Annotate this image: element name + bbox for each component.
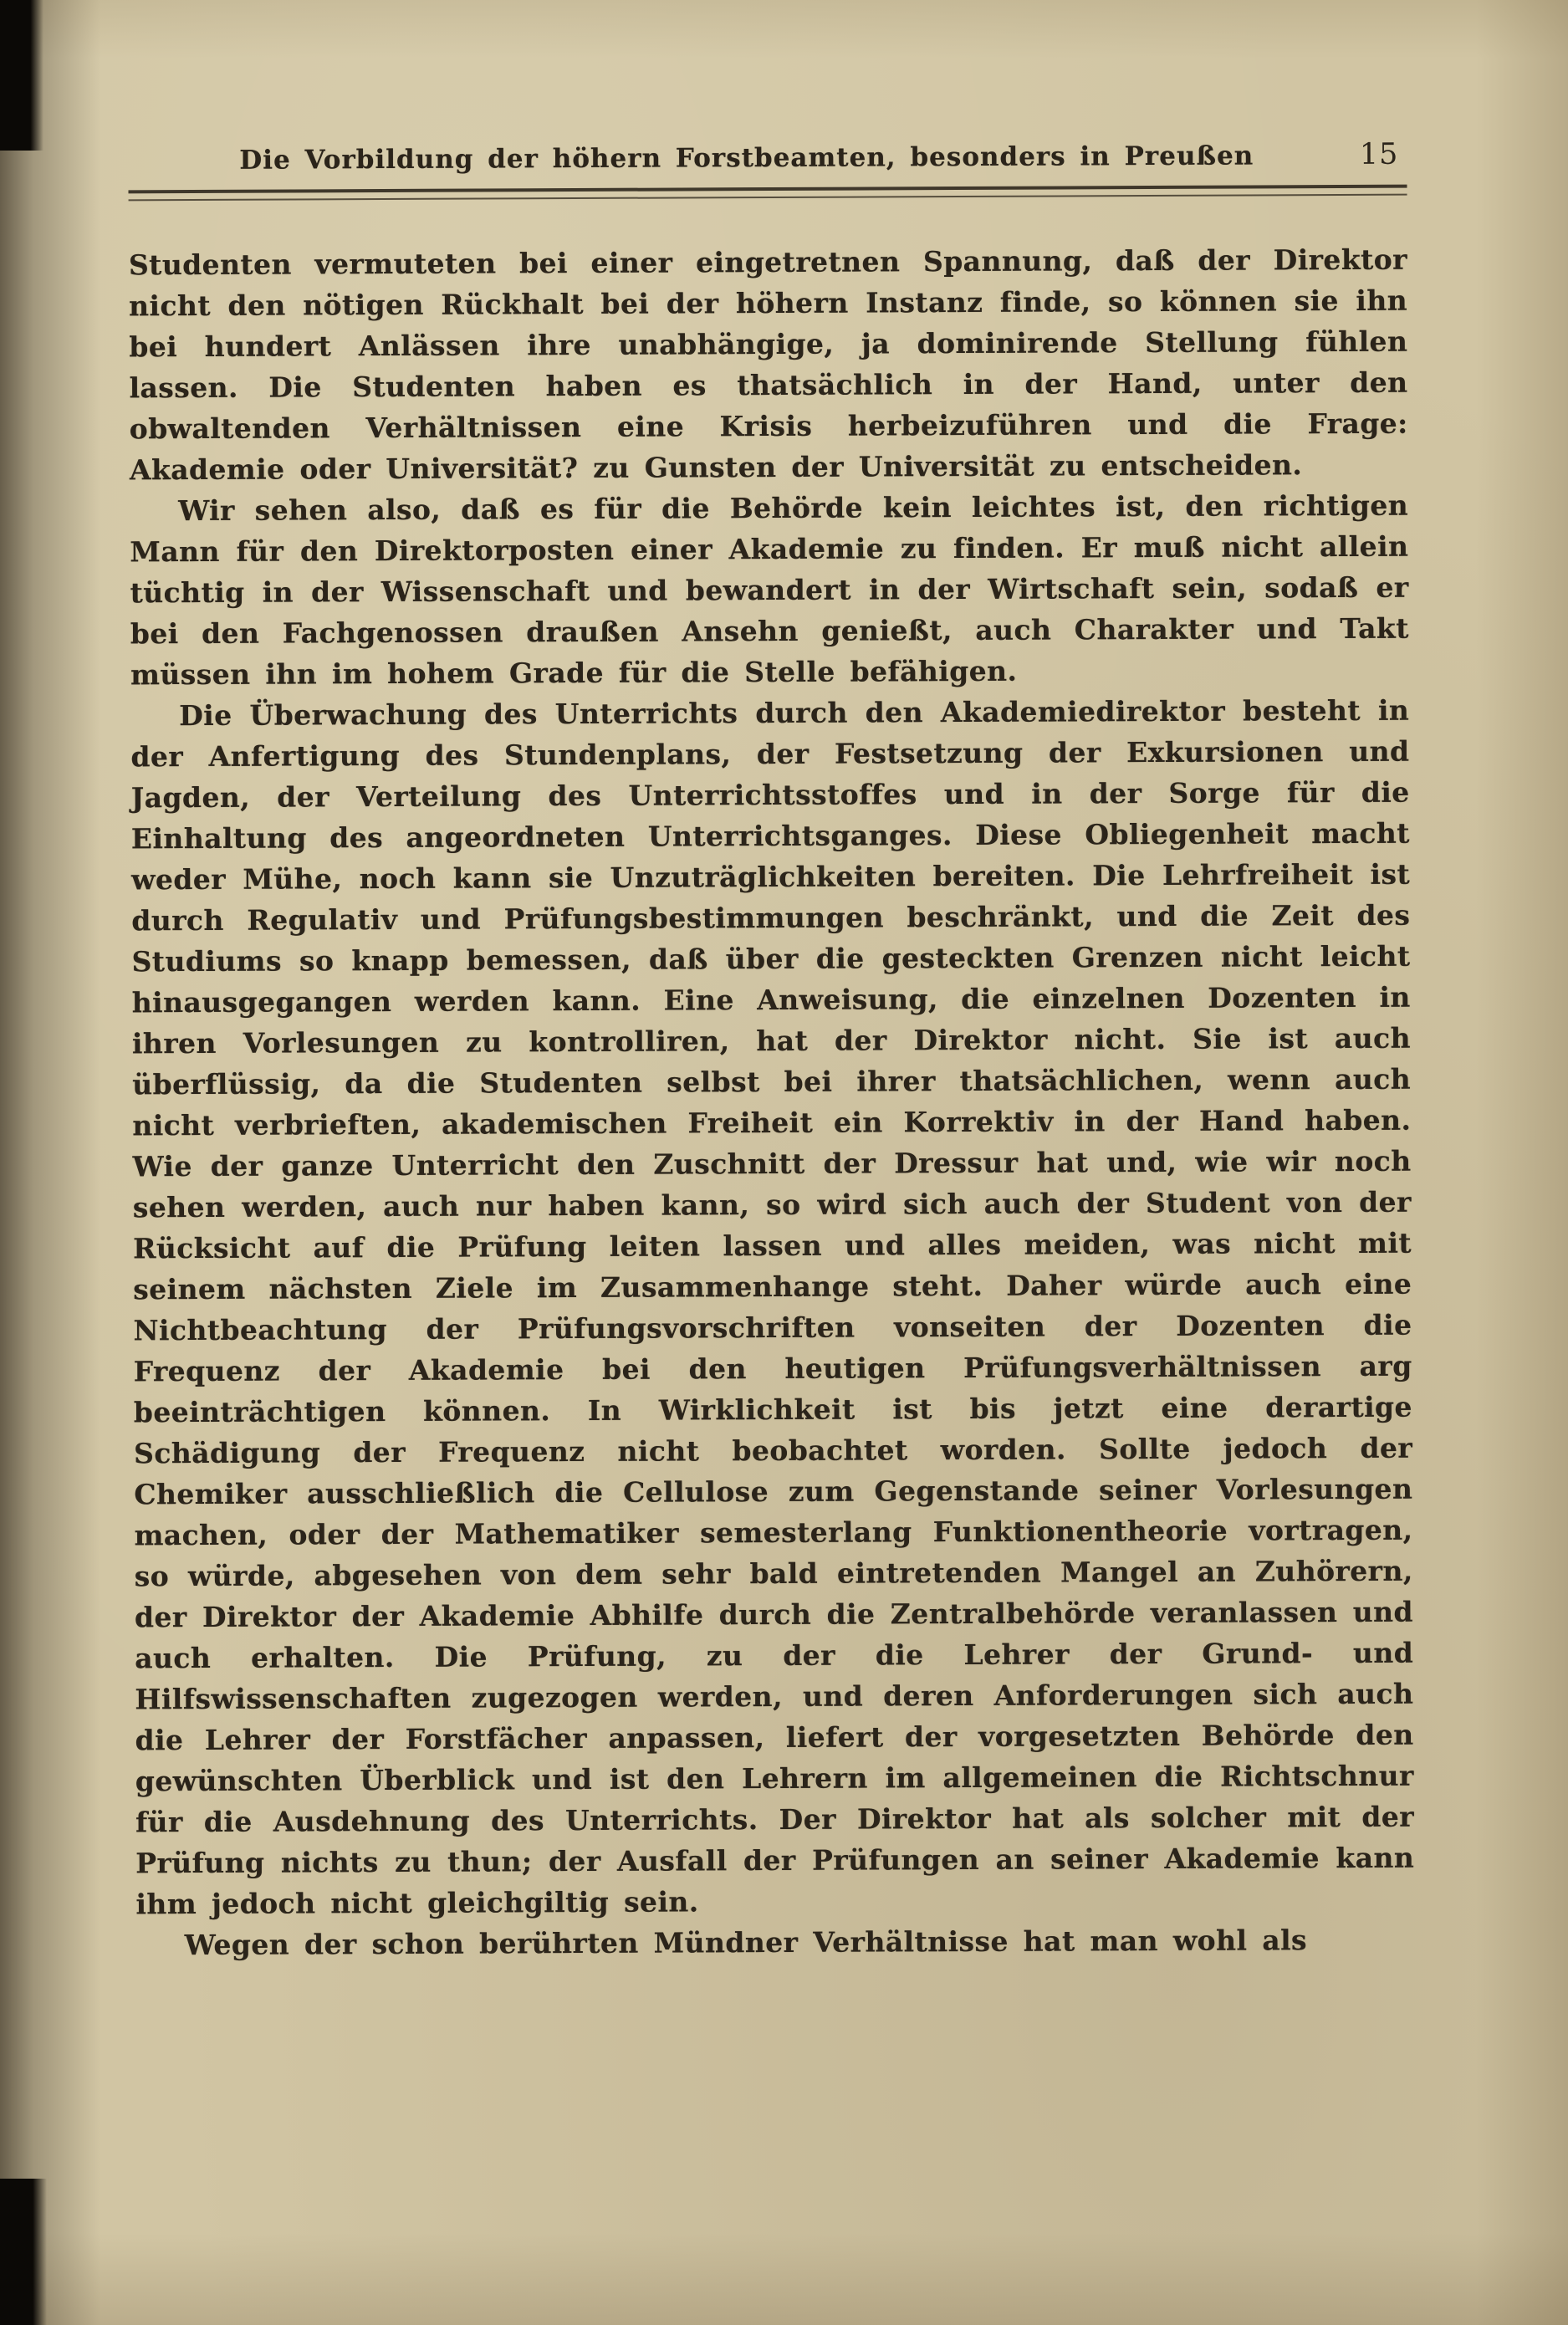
paragraph: Wir sehen also, daß es für die Behörde kein leichtes ist, den richtigen Mann für den Direktorposten einer Akademie zu finden. Er muß nicht allein tüchtig in der Wissenschaft und bewandert in der Wirtschaft sein, sodaß er bei den Fachgenossen draußen Ansehn genießt, auch Charakter und Takt müssen ihn im hohem Grade für die Stelle befähigen. [130,488,1409,692]
body-text [129,239,1415,1966]
header-double-rule [128,185,1407,202]
paragraph-continuation: Studenten vermuteten bei einer eingetretnen Spannung, daß der Direktor nicht den nötigen Rückhalt bei der höhern Instanz finde, so können sie ihn bei hundert Anlässen ihre unabhängige, ja dominirende Stellung fühlen lassen. Die Studenten haben es thatsächlich in der Hand, unter den obwaltenden Verhältnissen eine Krisis herbeizuführen und die Frage: Akademie oder Universität? zu Gunsten der Universität zu entscheiden. [128,243,1408,487]
running-header [128,138,1407,177]
page-content [128,138,1414,1966]
paragraph: Die Überwachung des Unterrichts durch den Akademiedirektor besteht in der Anfertigung des Stundenplans, der Festsetzung der Exkursionen und Jagden, der Verteilung des Unterrichtsstoffes und in der Sorge für die Einhaltung des angeordneten Unterrichtsganges. Diese Obliegenheit macht weder Mühe, noch kann sie Unzuträglichkeiten bereiten. Die Lehrfreiheit ist durch Regulativ und Prüfungsbestimmungen beschränkt, und die Zeit des Studiums so knapp bemessen, daß über die gesteckten Grenzen nicht leicht hinausgegangen werden kann. Eine Anweisung, die einzelnen Dozenten in ihren Vorlesungen zu kontrolliren, hat der Direktor nicht. Sie ist auch überflüssig, da die Studenten selbst bei ihrer thatsächlichen, wenn auch nicht verbrieften, akademischen Freiheit ein Korrektiv in der Hand haben. Wie der ganze Unterricht den Zuschnitt der Dressur hat und, wie wir noch sehen werden, auch nur haben kann, so wird sich auch der Student von der Rücksicht auf die Prüfung leiten lassen und alles meiden, was nicht mit seinem nächsten Ziele im Zusammenhange steht. Daher würde auch eine Nichtbeachtung der Prüfungsvorschriften vonseiten der Dozenten die Frequenz der Akademie bei den heutigen Prüfungsverhältnissen arg beeinträchtigen können. In Wirklichkeit ist bis jetzt eine derartige Schädigung der Frequenz nicht beobachtet worden. Sollte jedoch der Chemiker ausschließlich die Cellulose zum Gegenstande seiner Vorlesungen machen, oder der Mathematiker semesterlang Funktionentheorie vortragen, so würde, abgesehen von dem sehr bald eintretenden Mangel an Zuhörern, der Direktor der Akademie Abhilfe durch die Zentralbehörde veranlassen und auch erhalten. Die Prüfung, zu der die Lehrer der Grund- und Hilfswissenschaften zugezogen werden, und deren Anforderungen sich auch die Lehrer der Forstfächer anpassen, liefert der vorgesetzten Behörde den gewünschten Überblick und ist den Lehrern im allgemeinen die Richtschnur für die Ausdehnung des Unterrichts. Der Direktor hat als solcher mit der Prüfung nichts zu thun; der Ausfall der Prüfungen an seiner Akademie kann ihm jedoch nicht gleichgiltig sein. [130,693,1415,1921]
binding-gutter-shadow [0,0,100,2325]
scan-edge-bottom-left [0,2179,47,2325]
running-header-title: Die Vorbildung der höhern Forstbeamten, besonders in Preußen [239,141,1254,176]
page-number: 15 [1359,137,1399,171]
scan-edge-top-left [0,0,43,151]
paragraph: Wegen der schon berührten Mündner Verhältnisse hat man wohl als [184,1924,1308,1962]
